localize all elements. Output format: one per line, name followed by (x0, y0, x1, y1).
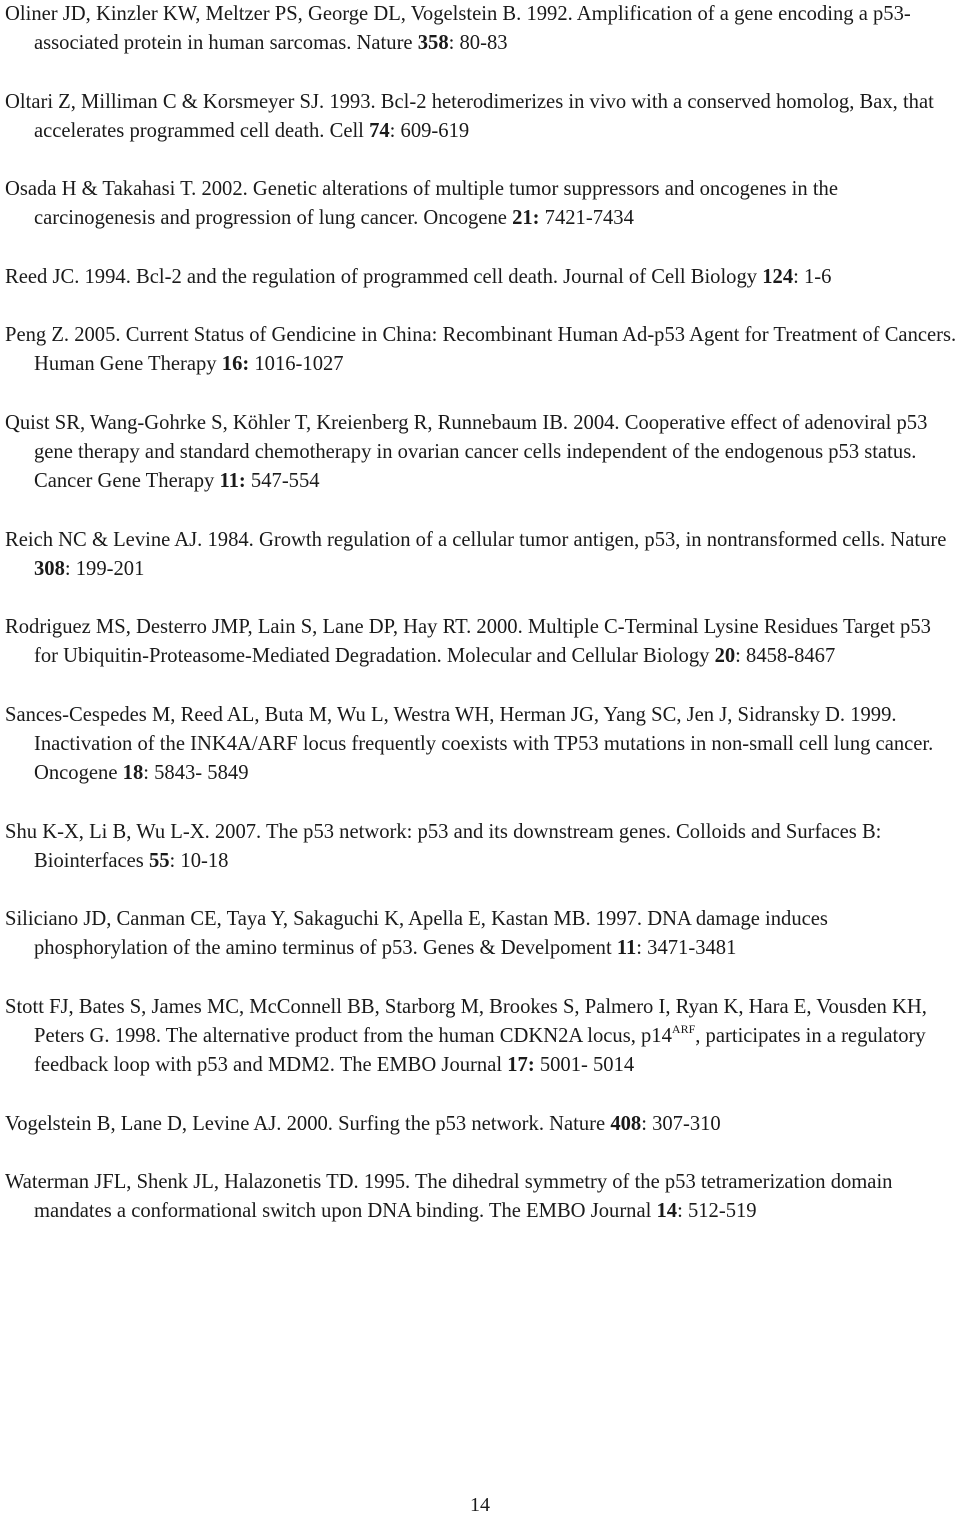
reference-text: Oltari Z, Milliman C & Korsmeyer SJ. 1993. Bcl-2 heterodimerizes in vivo with a conserved homolog, Bax, that accelerates programmed cell death. Cell (5, 90, 934, 142)
reference-volume: 358 (417, 32, 449, 55)
reference-item (5, 175, 957, 233)
reference-volume: 124 (762, 265, 794, 288)
reference-pages: : 80-83 (448, 32, 508, 55)
reference-pages: : 512-519 (677, 1200, 757, 1223)
reference-pages: 1016-1027 (249, 353, 344, 376)
reference-volume: 55 (148, 849, 170, 872)
reference-pages: : 8458-8467 (735, 645, 836, 668)
reference-text: Stott FJ, Bates S, James MC, McConnell BB, Starborg M, Brookes S, Palmero I, Ryan K, Hara E, Vousden KH, Peters G. 1998. The alternative product from the human CDKN2A locus, p14 (5, 995, 927, 1047)
reference-volume: 16: (221, 353, 250, 376)
reference-text: Waterman JFL, Shenk JL, Halazonetis TD. 1995. The dihedral symmetry of the p53 tetramerization domain mandates a conformational switch upon DNA binding. The EMBO Journal (5, 1170, 893, 1223)
reference-item (5, 321, 957, 379)
reference-list (5, 0, 957, 1256)
reference-item-stott (5, 993, 957, 1081)
reference-volume: 20 (714, 645, 736, 668)
reference-text: Siliciano JD, Canman CE, Taya Y, Sakaguchi K, Apella E, Kastan MB. 1997. DNA damage induces phosphorylation of the amino terminus of p53. Genes & Develpoment (5, 908, 828, 960)
reference-pages: 547-554 (245, 470, 320, 493)
reference-volume: 21: (512, 207, 540, 230)
reference-item (5, 701, 957, 789)
reference-text: Quist SR, Wang-Gohrke S, Köhler T, Kreienberg R, Runnebaum IB. 2004. Cooperative effect of adenoviral p53 gene therapy and standard chemotherapy in ovarian cancer cells independent of the endogenous p53 status. Cancer Gene Therapy (5, 411, 928, 493)
reference-item (5, 1168, 957, 1226)
reference-item (5, 905, 957, 963)
reference-volume: 11 (616, 937, 637, 960)
reference-item (5, 613, 957, 671)
reference-volume: 74 (369, 119, 390, 142)
reference-pages: : 5843- 5849 (143, 762, 249, 785)
reference-pages: : 307-310 (641, 1112, 721, 1135)
reference-pages: : 1-6 (793, 265, 832, 288)
reference-volume: 408 (610, 1112, 642, 1135)
reference-text: Vogelstein B, Lane D, Levine AJ. 2000. Surfing the p53 network. Nature (5, 1112, 611, 1135)
reference-pages: 7421-7434 (539, 207, 634, 230)
reference-text-continued: , participates in a regulatory feedback loop with p53 and MDM2. The EMBO Journal (34, 1024, 926, 1077)
reference-text: Sances-Cespedes M, Reed AL, Buta M, Wu L, Westra WH, Herman JG, Yang SC, Jen J, Sidransky D. 1999. Inactivation of the INK4A/ARF locus frequently coexists with TP53 mutations in non-small cell lung cancer. Oncogene (5, 703, 934, 785)
reference-item (5, 263, 957, 292)
reference-item (5, 0, 957, 58)
reference-text: Peng Z. 2005. Current Status of Gendicine in China: Recombinant Human Ad-p53 Agent for Treatment of Cancers. Human Gene Therapy (5, 324, 957, 376)
reference-item (5, 409, 957, 497)
reference-volume: 11: (219, 470, 246, 493)
reference-pages: : 3471-3481 (636, 937, 737, 960)
reference-item (5, 818, 957, 876)
reference-pages: : 10-18 (169, 849, 229, 872)
reference-volume: 14 (656, 1200, 678, 1223)
reference-text: Reich NC & Levine AJ. 1984. Growth regulation of a cellular tumor antigen, p53, in nontransformed cells. Nature (5, 528, 947, 551)
reference-superscript: ARF (671, 1021, 696, 1036)
reference-pages: : 199-201 (64, 557, 145, 580)
reference-item (5, 1110, 957, 1139)
reference-text: Shu K-X, Li B, Wu L-X. 2007. The p53 network: p53 and its downstream genes. Colloids and Surfaces B: Biointerfaces (5, 820, 882, 872)
reference-volume: 17: (507, 1054, 535, 1077)
reference-text: Rodriguez MS, Desterro JMP, Lain S, Lane DP, Hay RT. 2000. Multiple C-Terminal Lysine Residues Target p53 for Ubiquitin-Proteasome-Mediated Degradation. Molecular and Cellular Biology (5, 616, 931, 668)
reference-pages: : 609-619 (389, 119, 470, 142)
page-number: 14 (470, 1494, 490, 1516)
reference-item (5, 526, 957, 584)
reference-pages: 5001- 5014 (534, 1054, 635, 1077)
reference-text: Osada H & Takahasi T. 2002. Genetic alterations of multiple tumor suppressors and oncogenes in the carcinogenesis and progression of lung cancer. Oncogene (5, 178, 838, 230)
reference-text: Oliner JD, Kinzler KW, Meltzer PS, George DL, Vogelstein B. 1992. Amplification of a gene encoding a p53-associated protein in human sarcomas. Nature (5, 3, 911, 55)
reference-item (5, 88, 957, 146)
reference-text: Reed JC. 1994. Bcl-2 and the regulation of programmed cell death. Journal of Cell Biology (5, 265, 763, 288)
reference-volume: 18 (122, 762, 144, 785)
reference-volume: 308 (34, 557, 65, 580)
